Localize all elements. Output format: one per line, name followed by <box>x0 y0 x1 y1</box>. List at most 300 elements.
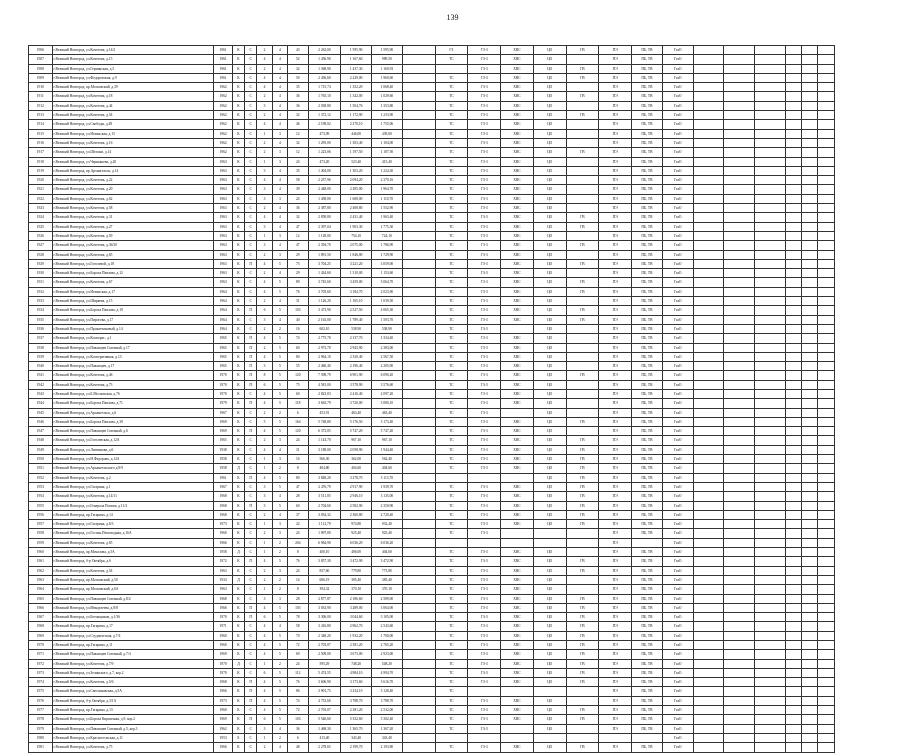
table-cell <box>693 641 724 650</box>
table-cell: 4 <box>272 92 287 101</box>
table-cell: 2 <box>257 148 272 157</box>
table-cell: ГВ <box>566 678 599 687</box>
table-cell: ТС <box>435 650 468 659</box>
table-cell: ПЭ <box>599 129 632 138</box>
table-cell: 2 <box>257 436 272 445</box>
table-cell <box>802 148 818 157</box>
table-cell: г.Великий Новгород, ул.Кочетова, д.20 <box>52 185 214 194</box>
table-cell: 1924 <box>29 213 53 222</box>
table-cell <box>402 389 435 398</box>
table-cell <box>754 380 785 389</box>
table-cell: 1 964,70 <box>372 185 403 194</box>
table-cell: ПБ, ТВ <box>632 287 663 296</box>
table-cell <box>566 157 599 166</box>
table-cell: ПБ, ТВ <box>632 585 663 594</box>
table-cell: 566,30 <box>308 455 341 464</box>
table-row <box>29 417 835 426</box>
table-cell <box>724 194 755 203</box>
table-cell: П <box>245 427 257 436</box>
table-cell <box>754 492 785 501</box>
table-cell: 4 <box>257 213 272 222</box>
table-cell: 1 112,79 <box>308 520 341 529</box>
table-cell: ПБ, ТВ <box>632 306 663 315</box>
table-cell: 5 474,55 <box>308 668 341 677</box>
table-cell <box>468 687 501 696</box>
table-cell <box>566 408 599 417</box>
table-cell <box>754 427 785 436</box>
table-cell: ЦО <box>533 706 566 715</box>
table-cell <box>802 520 818 529</box>
table-cell: К <box>232 278 244 287</box>
table-cell: ГЗ-3 <box>468 585 501 594</box>
table-cell: 6 901,90 <box>341 371 372 380</box>
table-cell: ГЗ-3 <box>468 659 501 668</box>
table-cell: ГВ <box>566 501 599 510</box>
table-cell: 1939 <box>29 352 53 361</box>
table-cell: К <box>232 83 244 92</box>
table-cell <box>566 343 599 352</box>
table-cell: 4 <box>257 706 272 715</box>
table-cell <box>785 222 801 231</box>
table-cell: 3 <box>272 129 287 138</box>
table-row <box>29 306 835 315</box>
table-cell: 1969 <box>214 417 232 426</box>
table-cell: 4 <box>272 510 287 519</box>
table-cell: К <box>232 520 244 529</box>
table-cell: ГазО <box>662 352 693 361</box>
table-cell <box>402 73 435 82</box>
table-cell: 1938 <box>29 343 53 352</box>
table-cell: 3 <box>272 436 287 445</box>
table-cell <box>802 380 818 389</box>
table-cell: 1 <box>257 464 272 473</box>
table-cell: ГазО <box>662 650 693 659</box>
table-cell <box>785 231 801 240</box>
table-cell: 4 <box>272 622 287 631</box>
table-cell: 4 <box>272 64 287 73</box>
table-cell <box>754 129 785 138</box>
table-cell: 1 372,12 <box>308 111 341 120</box>
table-cell <box>754 176 785 185</box>
table-cell <box>693 204 724 213</box>
table-cell: 538,90 <box>372 324 403 333</box>
table-cell: ПЭ <box>599 594 632 603</box>
table-cell: 4 <box>272 204 287 213</box>
table-cell: ПБ, ТВ <box>632 241 663 250</box>
table-cell <box>802 83 818 92</box>
table-cell: 1930 <box>29 269 53 278</box>
table-cell <box>818 706 835 715</box>
table-cell <box>724 482 755 491</box>
table-cell <box>724 352 755 361</box>
table-cell: ПБ, ТВ <box>632 204 663 213</box>
table-cell: г.Великий Новгород, ул.Кочетова, д.14/2 <box>52 46 214 55</box>
table-cell: ХВС <box>501 678 534 687</box>
table-cell: 3 <box>257 315 272 324</box>
table-cell: 22 <box>288 520 308 529</box>
table-cell: 1913 <box>29 111 53 120</box>
table-cell <box>754 306 785 315</box>
table-cell: ГВ <box>566 241 599 250</box>
table-cell: 3 <box>272 566 287 575</box>
table-cell: 1967 <box>214 482 232 491</box>
table-cell: С <box>245 157 257 166</box>
table-cell <box>785 101 801 110</box>
table-cell: ТС <box>435 594 468 603</box>
table-cell: С <box>245 46 257 55</box>
table-cell: С <box>245 250 257 259</box>
table-cell: С <box>245 455 257 464</box>
table-cell: 1964 <box>214 287 232 296</box>
table-cell: 1 104,00 <box>372 138 403 147</box>
table-cell: ГазО <box>662 194 693 203</box>
table-cell: 5 <box>272 427 287 436</box>
table-cell: ГЗ-3 <box>468 641 501 650</box>
table-cell: П <box>245 557 257 566</box>
table-cell: ТС <box>435 241 468 250</box>
table-row <box>29 241 835 250</box>
table-cell: ЦО <box>533 743 566 752</box>
table-cell: ГазО <box>662 241 693 250</box>
table-cell: 3 576,60 <box>372 380 403 389</box>
table-cell: ПЭ <box>599 352 632 361</box>
table-cell: 1 <box>257 157 272 166</box>
table-cell: П <box>245 334 257 343</box>
table-cell: 4 753,60 <box>308 696 341 705</box>
table-cell: К <box>232 743 244 752</box>
table-cell: ПЭ <box>599 445 632 454</box>
table-cell: 3 188,00 <box>308 445 341 454</box>
table-cell: 5 <box>272 706 287 715</box>
table-cell: ГВ <box>566 371 599 380</box>
table-cell: ГЗ-3 <box>468 724 501 733</box>
table-cell: К <box>232 46 244 55</box>
table-cell: К <box>232 231 244 240</box>
table-cell: 1962 <box>214 92 232 101</box>
table-cell <box>785 436 801 445</box>
table-cell: 4 <box>272 46 287 55</box>
table-cell <box>785 603 801 612</box>
table-cell <box>754 83 785 92</box>
table-cell: 1933 <box>29 297 53 306</box>
table-cell: 6 <box>288 733 308 742</box>
table-cell <box>802 538 818 547</box>
table-cell: 1970 <box>214 659 232 668</box>
table-cell: 1927 <box>29 241 53 250</box>
table-cell: ЦО <box>533 343 566 352</box>
table-cell: ГЗ-3 <box>468 668 501 677</box>
table-cell: 2 397,04 <box>308 222 341 231</box>
table-cell: ПБ, ТВ <box>632 575 663 584</box>
table-cell <box>754 324 785 333</box>
table-cell: С <box>245 538 257 547</box>
table-cell: 3 663,79 <box>308 399 341 408</box>
table-cell: ТС <box>435 668 468 677</box>
table-cell <box>402 613 435 622</box>
table-cell <box>566 724 599 733</box>
table-cell: 1 504,76 <box>341 101 372 110</box>
table-cell <box>818 501 835 510</box>
table-cell: 2 270,10 <box>341 120 372 129</box>
table-cell: ХВС <box>501 101 534 110</box>
table-cell: 4 <box>272 176 287 185</box>
table-cell: 3 473,90 <box>308 306 341 315</box>
table-cell <box>693 157 724 166</box>
table-cell: 4 <box>272 297 287 306</box>
table-cell: ГазО <box>662 520 693 529</box>
table-cell <box>693 492 724 501</box>
table-cell: ГЗ-3 <box>468 436 501 445</box>
table-cell: 8 <box>288 464 308 473</box>
table-cell: 1955 <box>29 501 53 510</box>
table-cell <box>802 231 818 240</box>
table-cell <box>802 241 818 250</box>
table-cell <box>802 548 818 557</box>
table-cell: ГазО <box>662 389 693 398</box>
table-cell <box>402 362 435 371</box>
table-cell <box>724 743 755 752</box>
table-cell <box>693 575 724 584</box>
table-cell: ХВС <box>501 334 534 343</box>
table-cell: К <box>232 176 244 185</box>
table-cell: 1 595,90 <box>372 46 403 55</box>
table-cell: 1 365,70 <box>341 724 372 733</box>
table-cell: ПБ, ТВ <box>632 687 663 696</box>
table-cell: 3 306,00 <box>308 613 341 622</box>
table-cell: 1973 <box>29 668 53 677</box>
table-cell: ПБ, ТВ <box>632 548 663 557</box>
table-cell: К <box>232 724 244 733</box>
table-cell: 4 <box>257 696 272 705</box>
table-row <box>29 668 835 677</box>
table-cell: ТС <box>435 324 468 333</box>
table-row <box>29 73 835 82</box>
table-cell <box>754 166 785 175</box>
table-cell: 6 964,90 <box>308 538 341 547</box>
table-cell: 5 <box>272 371 287 380</box>
table-cell <box>724 259 755 268</box>
table-cell <box>754 473 785 482</box>
table-cell: ГазО <box>662 659 693 668</box>
table-cell: ЦО <box>533 436 566 445</box>
table-cell: 2 <box>272 548 287 557</box>
table-cell: ПБ, ТВ <box>632 120 663 129</box>
table-cell <box>754 101 785 110</box>
table-cell: ПБ, ТВ <box>632 315 663 324</box>
table-cell: 4 <box>257 259 272 268</box>
table-cell <box>566 399 599 408</box>
table-cell: 2 330,40 <box>341 352 372 361</box>
table-cell: 2 <box>257 743 272 752</box>
table-cell: г.Великий Новгород, ул.Архангельского д.8/9 <box>52 464 214 473</box>
table-cell: 1964 <box>214 297 232 306</box>
table-cell: ПЭ <box>599 46 632 55</box>
table-cell <box>754 138 785 147</box>
table-cell <box>693 585 724 594</box>
table-cell: 1916 <box>29 138 53 147</box>
table-cell: 2 765,20 <box>372 641 403 650</box>
table-cell: 1961 <box>214 46 232 55</box>
table-row <box>29 482 835 491</box>
table-row <box>29 557 835 566</box>
table-cell: ЦО <box>533 659 566 668</box>
table-cell: ПЭ <box>599 250 632 259</box>
table-cell: ПЭ <box>599 668 632 677</box>
table-cell <box>402 594 435 603</box>
table-cell: ПЭ <box>599 334 632 343</box>
table-cell: 4 <box>272 445 287 454</box>
table-cell: ЦО <box>533 445 566 454</box>
table-cell <box>693 324 724 333</box>
table-cell: 2 <box>257 343 272 352</box>
table-row <box>29 213 835 222</box>
table-cell <box>802 185 818 194</box>
table-cell: К <box>232 492 244 501</box>
table-cell: 1956 <box>29 510 53 519</box>
table-cell: С <box>245 566 257 575</box>
table-cell <box>724 185 755 194</box>
table-cell: 5 <box>272 473 287 482</box>
table-cell: К <box>232 603 244 612</box>
table-cell: ПЭ <box>599 287 632 296</box>
table-row <box>29 594 835 603</box>
table-cell: С <box>245 594 257 603</box>
table-cell <box>754 408 785 417</box>
table-cell: С <box>245 631 257 640</box>
table-cell: 1974 <box>29 678 53 687</box>
table-cell: ПБ, ТВ <box>632 650 663 659</box>
table-cell: ГВ <box>566 482 599 491</box>
table-cell <box>693 352 724 361</box>
table-cell <box>785 715 801 724</box>
table-cell: 1966 <box>214 743 232 752</box>
table-cell: 1969 <box>214 427 232 436</box>
table-cell: ПБ, ТВ <box>632 389 663 398</box>
table-cell <box>693 603 724 612</box>
table-cell: г.Великий Новгород, ул.Красносельская, д.11 <box>52 733 214 742</box>
table-cell: 2 <box>272 659 287 668</box>
table-cell <box>693 297 724 306</box>
table-row <box>29 622 835 631</box>
table-cell: ГВ <box>566 566 599 575</box>
table-cell: 36 <box>288 724 308 733</box>
table-row <box>29 194 835 203</box>
table-cell <box>693 687 724 696</box>
table-cell <box>754 678 785 687</box>
table-cell: ГазО <box>662 575 693 584</box>
table-cell <box>402 83 435 92</box>
table-cell: 3 234,10 <box>341 687 372 696</box>
table-cell: 1 729,90 <box>372 250 403 259</box>
table-cell: г.Великий Новгород, ул.Кочетова, д.58 <box>52 204 214 213</box>
table-cell <box>785 334 801 343</box>
table-cell: ТС <box>435 222 468 231</box>
table-cell: ЦО <box>533 324 566 333</box>
table-cell: ГВ <box>566 594 599 603</box>
table-cell: К <box>232 120 244 129</box>
table-cell: ПЭ <box>599 101 632 110</box>
table-cell: ПБ, ТВ <box>632 566 663 575</box>
table-cell <box>802 297 818 306</box>
table-cell <box>785 324 801 333</box>
table-cell <box>754 185 785 194</box>
table-cell: П <box>245 687 257 696</box>
table-cell <box>501 473 534 482</box>
table-cell: ХВС <box>501 455 534 464</box>
table-cell: К <box>232 343 244 352</box>
table-cell: г.Великий Новгород, ул.Нехинская, д.17 <box>52 287 214 296</box>
table-cell: ТС <box>435 566 468 575</box>
table-cell <box>402 64 435 73</box>
table-cell: ПБ, ТВ <box>632 743 663 752</box>
table-cell: 1 153,60 <box>372 269 403 278</box>
table-cell <box>693 389 724 398</box>
table-cell <box>754 538 785 547</box>
table-cell: ГЗ-3 <box>468 548 501 557</box>
table-cell: 32 <box>288 213 308 222</box>
table-row <box>29 743 835 752</box>
table-cell: 1961 <box>29 557 53 566</box>
table-cell: 31 <box>288 445 308 454</box>
table-cell: 3 289,00 <box>341 603 372 612</box>
table-cell <box>693 83 724 92</box>
table-cell <box>785 538 801 547</box>
table-cell <box>802 650 818 659</box>
table-cell: 1962 <box>29 566 53 575</box>
table-cell: 4 <box>272 111 287 120</box>
table-cell <box>785 492 801 501</box>
table-cell <box>402 306 435 315</box>
table-cell <box>802 157 818 166</box>
table-row <box>29 687 835 696</box>
table-cell: С <box>245 529 257 538</box>
table-cell: 2 278,65 <box>308 743 341 752</box>
table-cell: 1962 <box>214 111 232 120</box>
table-row <box>29 259 835 268</box>
table-cell: ПБ, ТВ <box>632 371 663 380</box>
table-cell: 5 <box>272 715 287 724</box>
table-cell: 2 543,60 <box>372 622 403 631</box>
table-row <box>29 529 835 538</box>
table-cell: ГВ <box>566 706 599 715</box>
table-cell: 2 <box>257 324 272 333</box>
table-cell: 974,80 <box>341 520 372 529</box>
table-cell <box>785 343 801 352</box>
table-cell <box>818 659 835 668</box>
table-cell <box>724 650 755 659</box>
table-row <box>29 501 835 510</box>
table-cell <box>693 371 724 380</box>
table-cell: ГазО <box>662 585 693 594</box>
table-cell <box>402 455 435 464</box>
table-cell <box>818 724 835 733</box>
table-cell <box>818 575 835 584</box>
table-cell <box>724 445 755 454</box>
table-cell: 2 <box>272 324 287 333</box>
table-cell <box>754 585 785 594</box>
table-cell: ПЭ <box>599 427 632 436</box>
table-cell: ГВ <box>566 650 599 659</box>
table-cell <box>402 733 435 742</box>
table-cell: ПЭ <box>599 529 632 538</box>
table-cell <box>754 250 785 259</box>
table-cell <box>402 194 435 203</box>
table-cell: 473,09 <box>308 129 341 138</box>
table-cell: 3 472,90 <box>372 557 403 566</box>
table-cell: ПЭ <box>599 696 632 705</box>
table-cell: 2 527,50 <box>341 306 372 315</box>
table-cell: ЦО <box>533 73 566 82</box>
